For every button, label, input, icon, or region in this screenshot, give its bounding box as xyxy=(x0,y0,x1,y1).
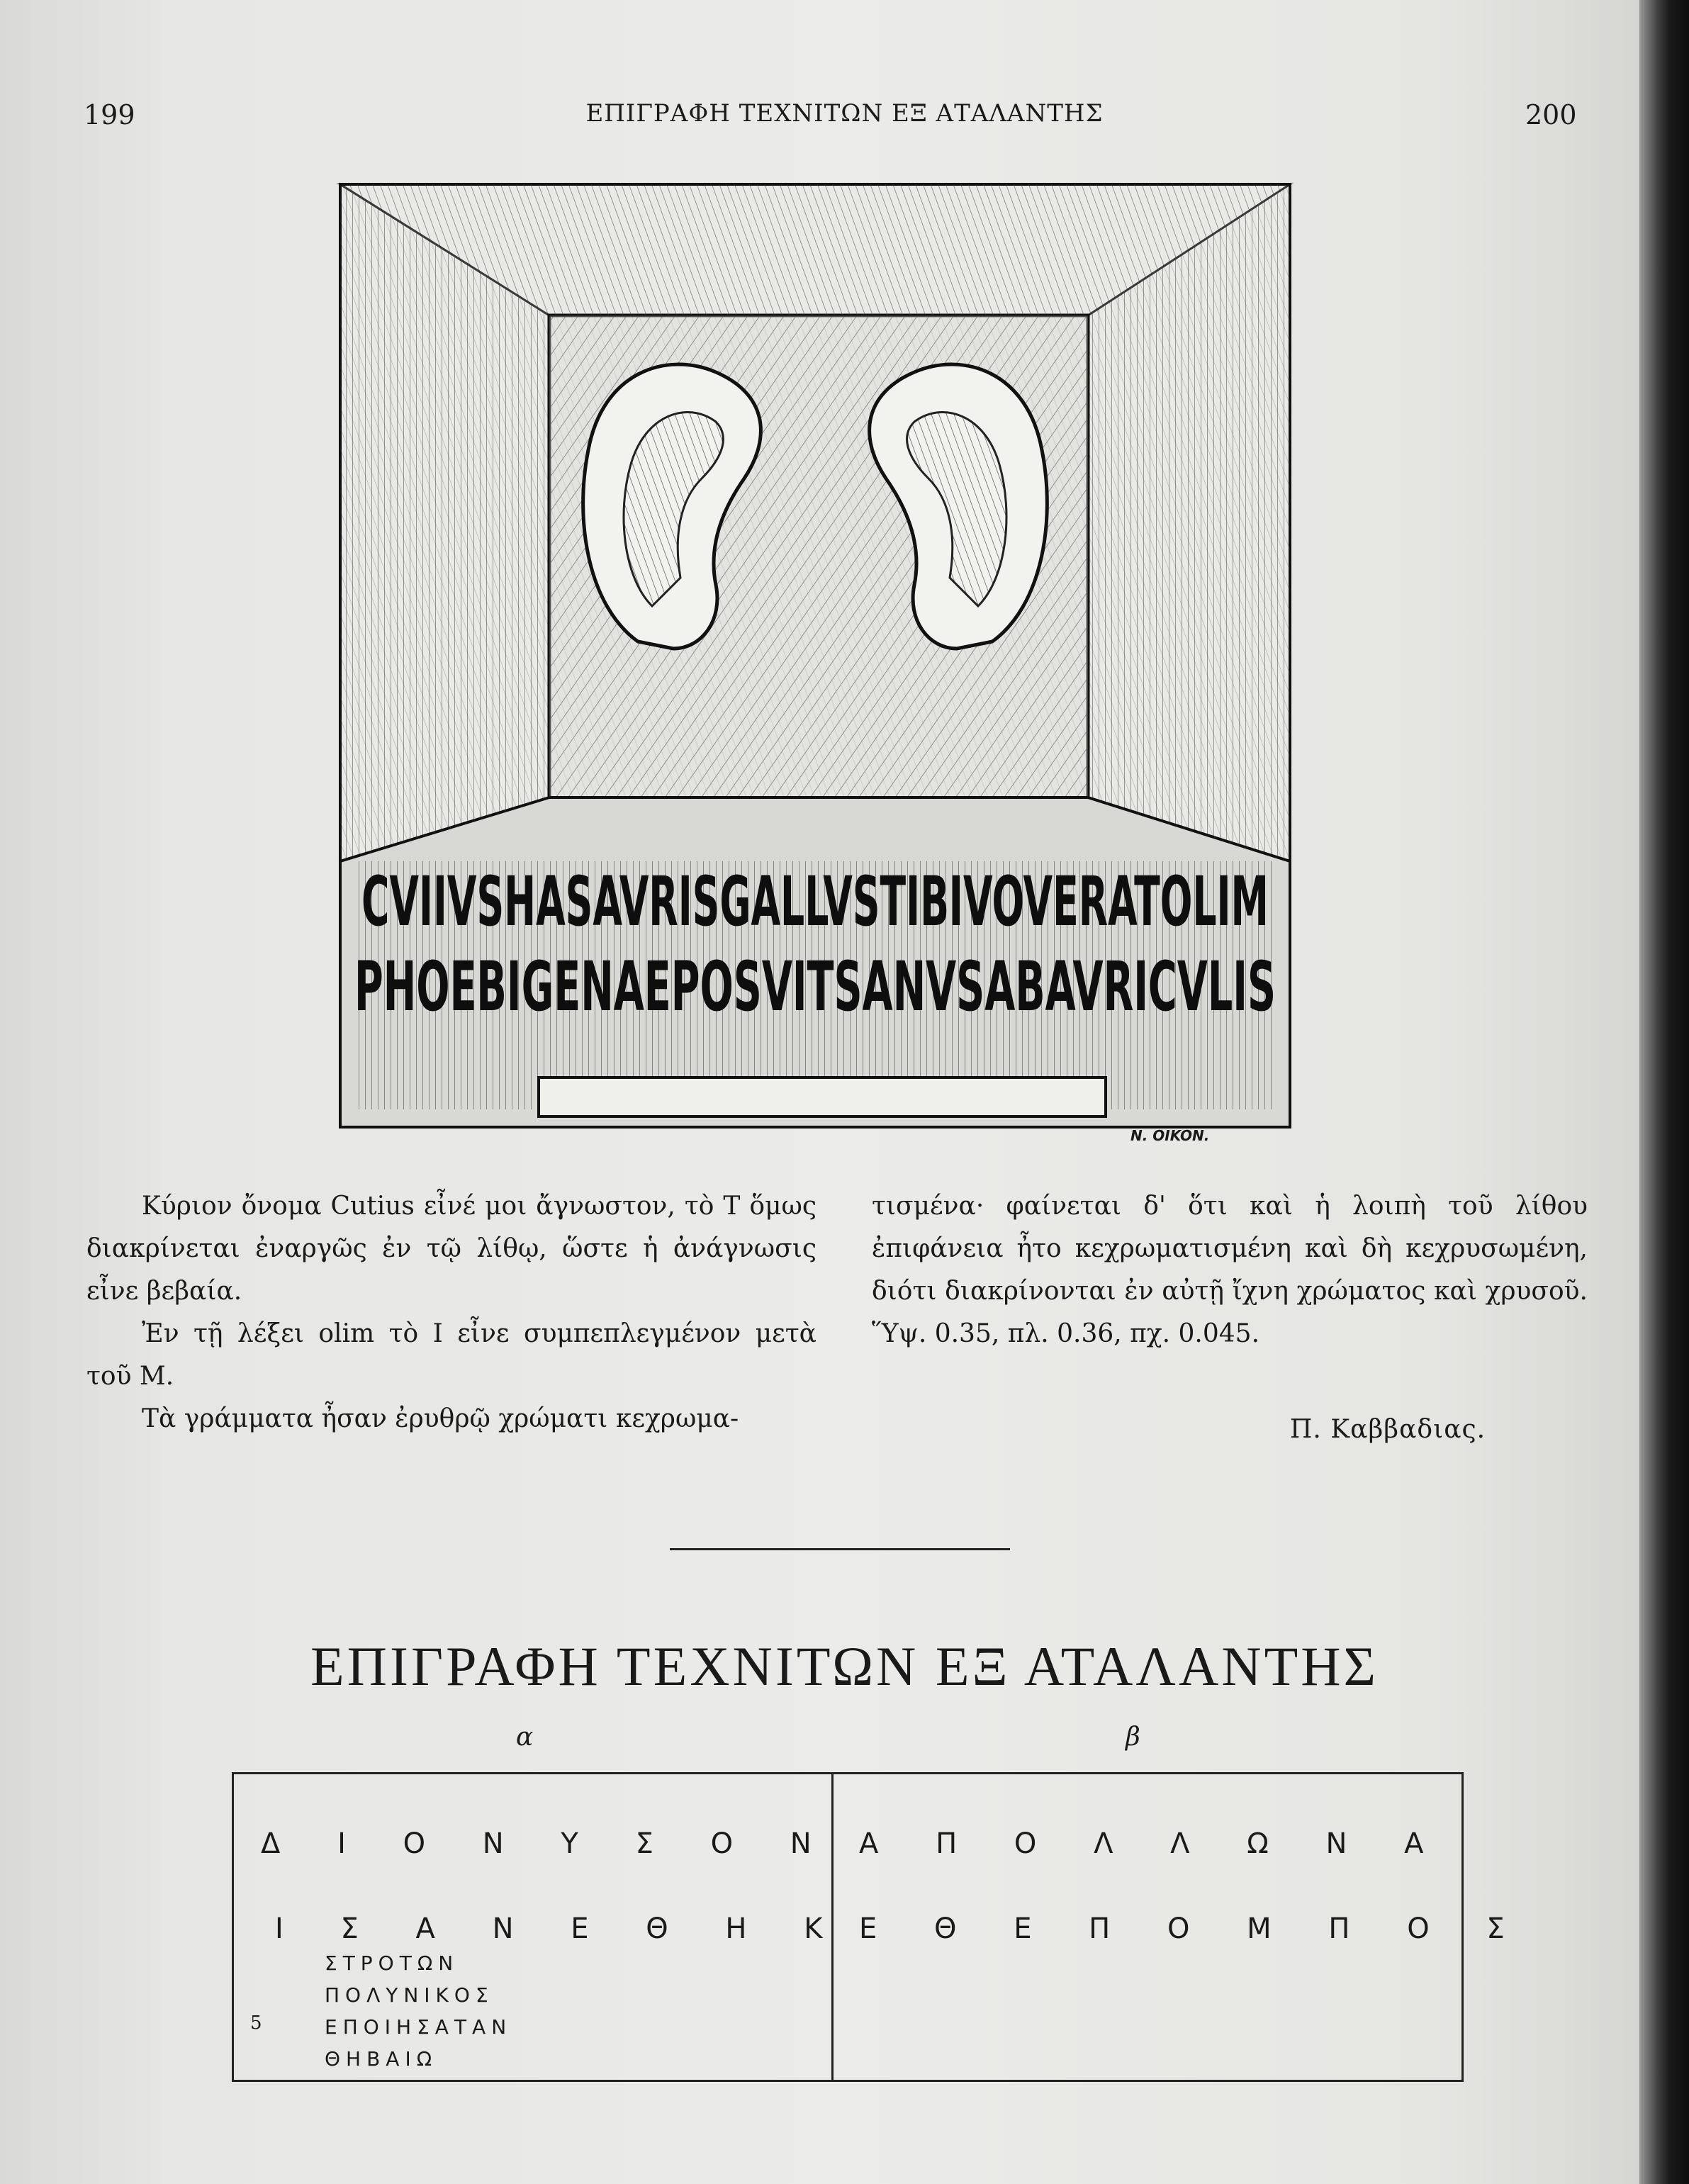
face-a-line: ΠΟΛΥΝΙΚΟΣ xyxy=(325,1983,494,2007)
face-label-a: α xyxy=(516,1723,534,1752)
stele-illustration xyxy=(333,181,1297,1134)
running-title: ΕΠΙΓΡΑΦΗ ΤΕΧΝΙΤΩΝ ΕΞ ΑΤΑΛΑΝΤΗΣ xyxy=(585,99,1104,128)
face-a-line: ΘΗΒΑΙΩ xyxy=(325,2047,438,2071)
face-b-line: Α Π Ο Λ Λ Ω Ν Α xyxy=(859,1827,1448,1860)
page-number-right: 200 xyxy=(1525,99,1577,130)
face-label-b: β xyxy=(1126,1723,1140,1752)
text-column-left xyxy=(86,1185,817,1440)
page-number-left: 199 xyxy=(84,99,135,130)
face-a-line: Δ Ι Ο Ν Υ Σ Ο Ν xyxy=(261,1827,836,1860)
paragraph: τισμένα· φαίνεται δ' ὅτι καὶ ἡ λοιπὴ τοῦ λίθου ἐπιφάνεια ἦτο κεχρωματισμένη καὶ δὴ κεχρυσωμένη, διότι διακρίνονται ἐν αὐτῇ ἴχνη χρώματος καὶ χρυσοῦ. Ὕψ. 0.35, πλ. 0.36, πχ. 0.045. xyxy=(872,1192,1588,1348)
face-a-line: ΣΤΡΟΤΩΝ xyxy=(325,1951,459,1975)
section-divider xyxy=(670,1548,1010,1550)
book-spine-shadow xyxy=(1639,0,1689,2184)
text-column-right xyxy=(872,1185,1588,1355)
paragraph: Κύριον ὄνομα Cutius εἶνέ μοι ἄγνωστον, τὸ T ὅμως διακρίνεται ἐναργῶς ἐν τῷ λίθῳ, ὥστε ἡ ἀνάγνωσις εἶνε βεβαία. xyxy=(86,1192,817,1306)
line-number: 5 xyxy=(250,2012,262,2034)
stele-inscription-line2: PHOEBIGENAEPOSVITSANVSABAVRICVLIS xyxy=(354,947,1276,1026)
face-b-line: Ε Θ Ε Π Ο Μ Π Ο Σ xyxy=(859,1913,1529,1945)
section-title: ΕΠΙΓΡΑΦΗ ΤΕΧΝΙΤΩΝ ΕΞ ΑΤΑΛΑΝΤΗΣ xyxy=(310,1635,1379,1697)
stele-inscription-line1: CVIIVSHASAVRISGALLVSTIBIVOVERATOLIM xyxy=(361,862,1269,941)
author-signature: Π. Καββαδιας. xyxy=(1290,1415,1486,1444)
paragraph: Ἐν τῇ λέξει olim τὸ I εἶνε συμπεπλεγμένον μετὰ τοῦ M. xyxy=(86,1319,817,1391)
face-a-line: Ι Σ Α Ν Ε Θ Η Κ xyxy=(275,1913,847,1945)
inscription-transcription-box xyxy=(232,1772,1529,2082)
paragraph: Τὰ γράμματα ἦσαν ἐρυθρῷ χρώματι κεχρωμα- xyxy=(142,1404,739,1433)
face-a-line: ΕΠΟΙΗΣΑΤΑΝ xyxy=(325,2015,512,2039)
engraver-signature: N. OIKON. xyxy=(1130,1127,1210,1144)
